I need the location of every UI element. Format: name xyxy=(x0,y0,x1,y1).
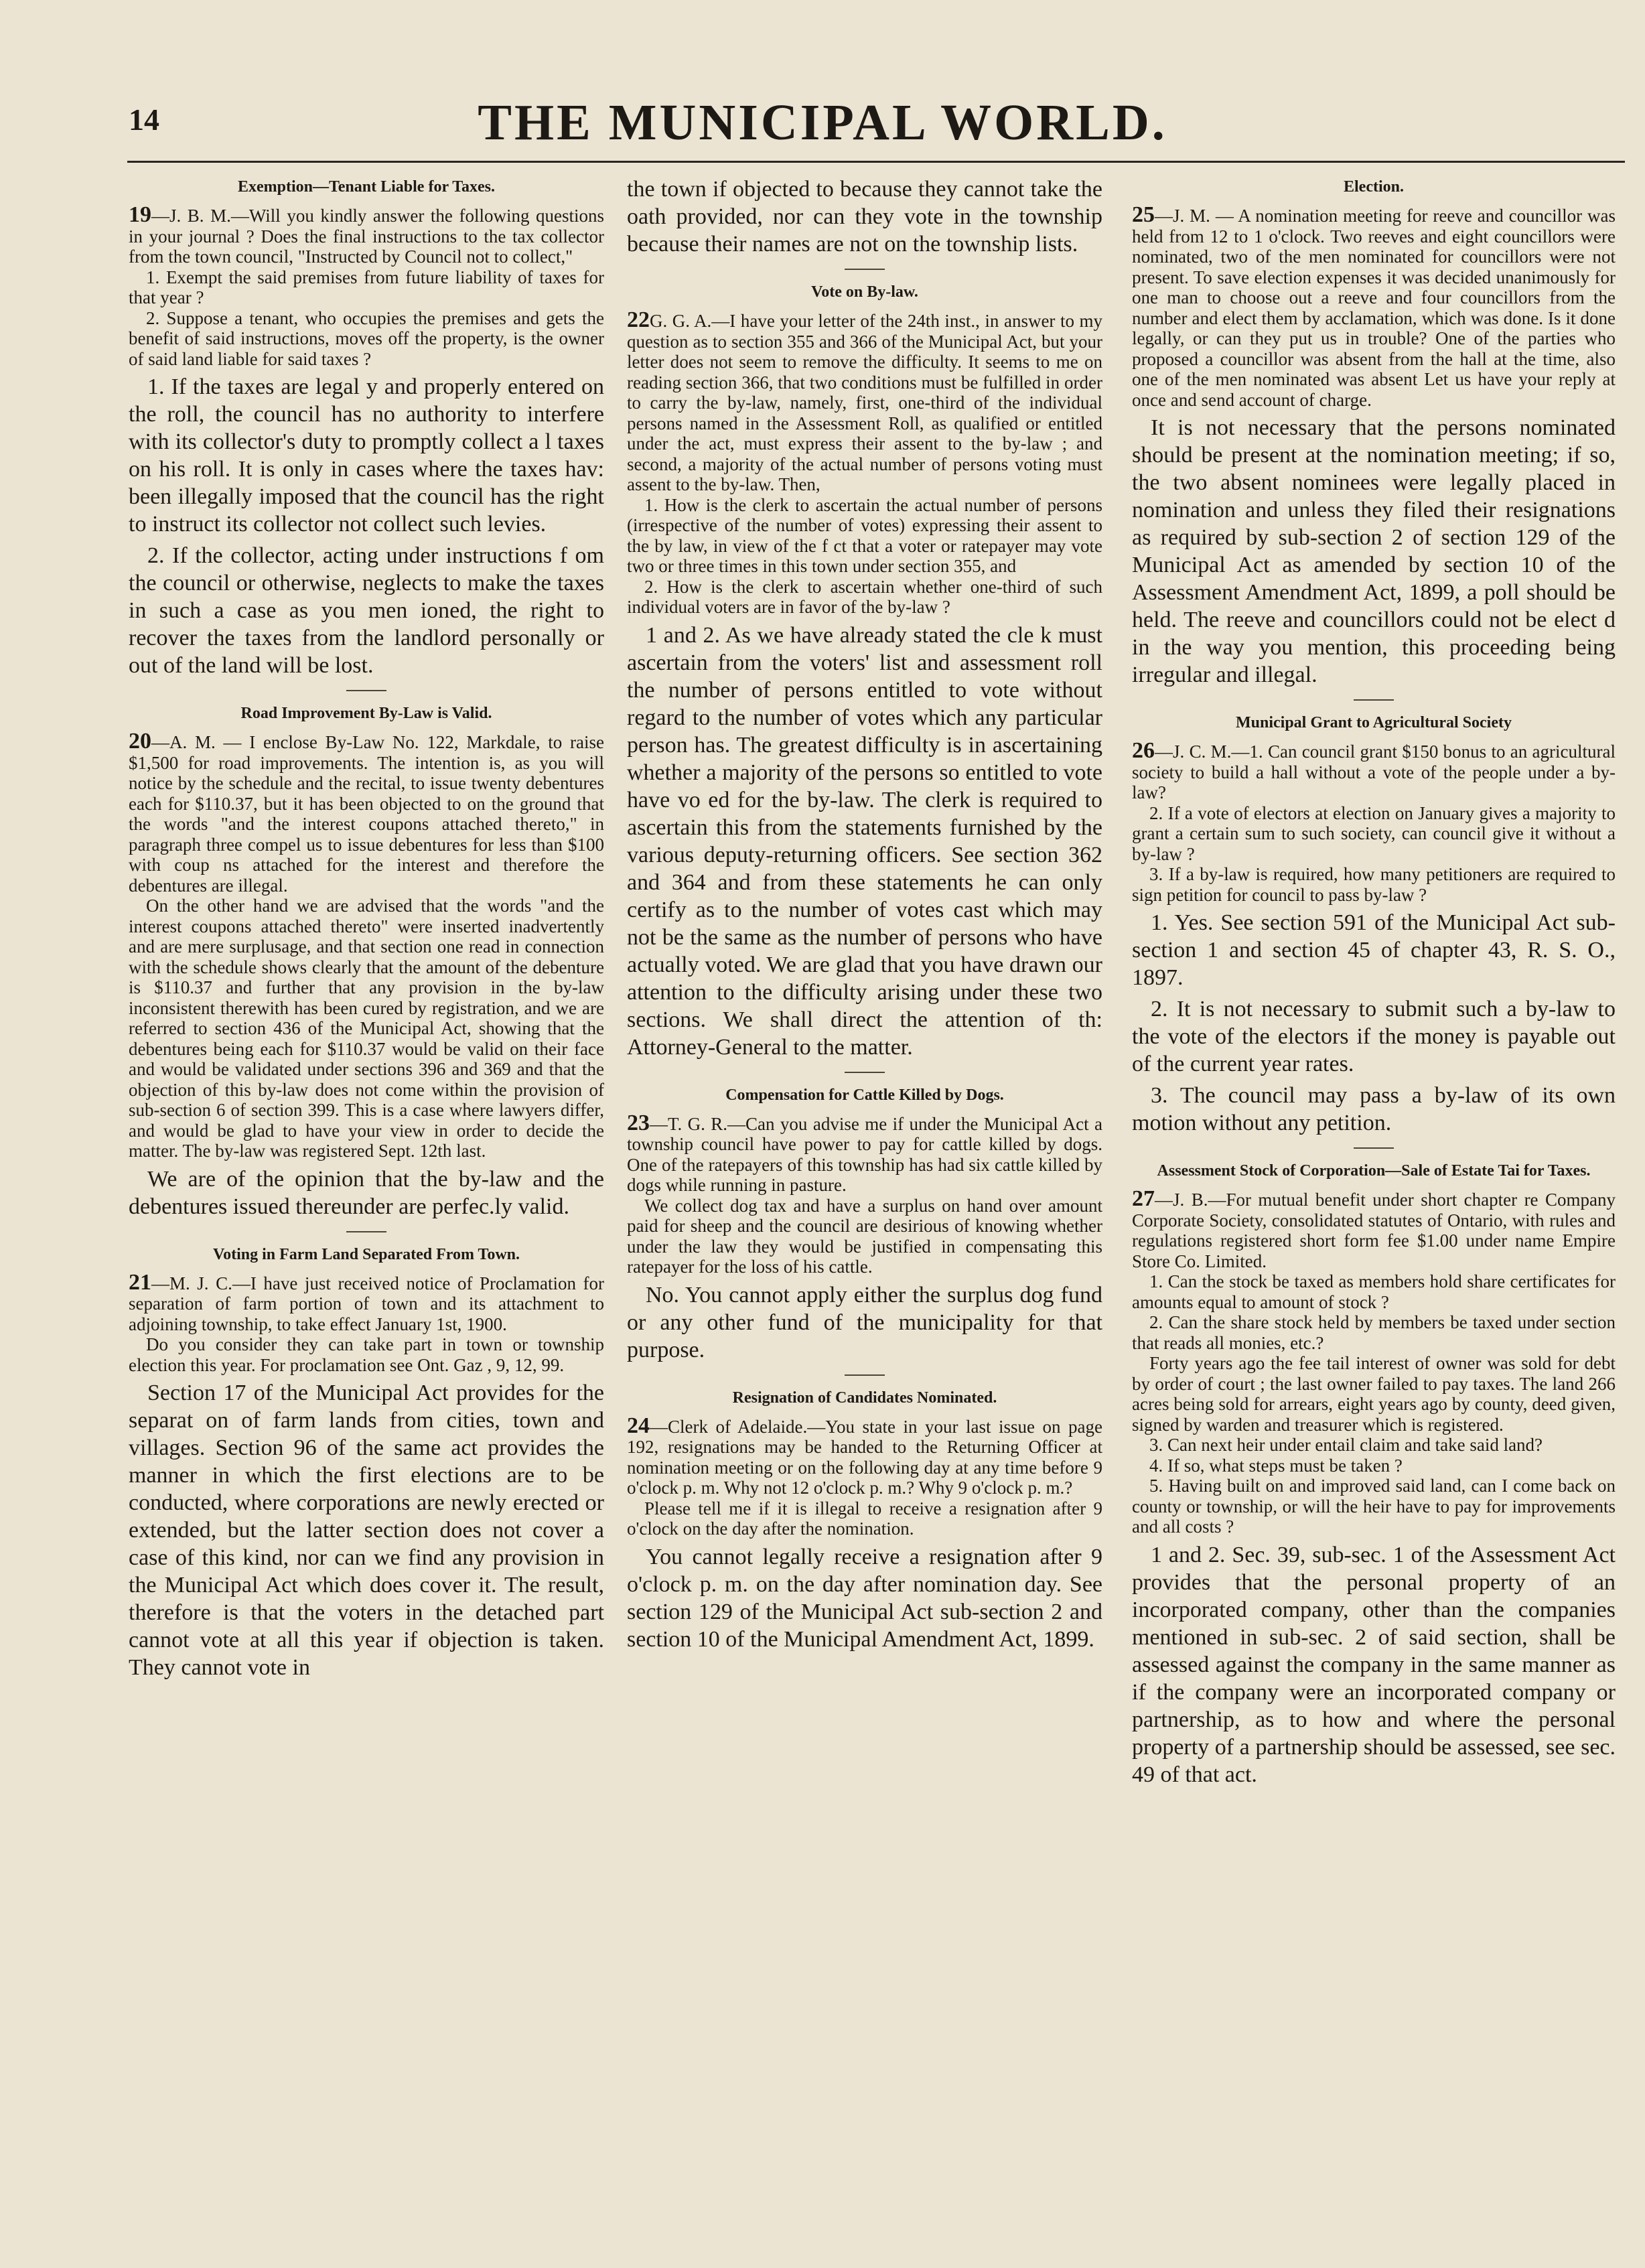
item-number: 25 xyxy=(1132,202,1155,227)
answer-text: 2. It is not necessary to submit such a by-law to the vote of the electors if the money is payable out of the current year rates. xyxy=(1132,997,1616,1076)
section-separator xyxy=(346,690,386,691)
question-body: 1. Exempt the said premises from future liability of taxes for that year ? xyxy=(129,267,604,307)
answer-text: 1. If the taxes are legal y and properly entered on the roll, the council has no authority to interfere with its collector's duty to promptly collect a l taxes on his roll. It is only in cases where the taxes hav: been illegally imposed that the council has the right to instruct its collector not collect such levies. xyxy=(129,374,604,537)
section-separator xyxy=(845,1072,885,1073)
qa-item xyxy=(627,1085,1102,1364)
question-body: 2. Can the share stock held by members be taxed under section that reads all monies, etc.? xyxy=(1132,1312,1616,1353)
item-heading: Resignation of Candidates Nominated. xyxy=(732,1389,997,1407)
question-text xyxy=(627,577,1102,618)
item-number: 19 xyxy=(129,202,151,227)
question-text xyxy=(1132,1312,1616,1353)
question-text xyxy=(1132,803,1616,865)
answer-text: 1. Yes. See section 591 of the Municipal Act sub-section 1 and section 45 of chapter 43, R. S. O., 1897. xyxy=(1132,910,1616,990)
question-text xyxy=(627,1110,1102,1196)
question-body: 3. Can next heir under entail claim and take said land? xyxy=(1149,1435,1543,1455)
qa-item xyxy=(627,175,1102,258)
item-number: 23 xyxy=(627,1110,650,1135)
masthead-title: THE MUNICIPAL WORLD. xyxy=(478,94,1167,151)
qa-item xyxy=(627,282,1102,1061)
question-body: —J. M. — A nomination meeting for reeve and councillor was held from 12 to 1 o'clock. Two reeves and eight councillors were nominated, two of the men nominated for councillors were not present. To save election expenses it was decided unanimously for one man to choose out a reeve and four councillors from the number and elect them by acclamation, which was done. Is it done legally, or can they put us in trouble? One of the parties who proposed a councillor was absent from the hall at the time, also one of the men nominated was absent Let us have your reply at once and send account of charge. xyxy=(1132,206,1616,410)
qa-item xyxy=(129,703,604,1220)
section-separator xyxy=(845,1374,885,1376)
question-text xyxy=(1132,202,1616,410)
question-text xyxy=(129,308,604,370)
question-text xyxy=(129,731,604,896)
question-text xyxy=(1132,1271,1616,1312)
answer-text: 1 and 2. As we have already stated the cle k must ascertain from the voters' list and assessment roll the number of persons entitled to vote without regard to the number of votes which any particular person has. The greatest difficulty is in ascertaining whether a majority of the persons so entitled to vote have vo ed for the by-law. The clerk is required to ascertain this from the statements furnished by the various deputy-returning officers. See section 362 and 364 and from these statements he can only certify as to the number of votes cast which may not be the same as the number of persons who have actually voted. We are glad that you have drawn our attention to the difficulty arising under these two sections. We shall direct the attention of th: Attorney-General to the matter. xyxy=(627,622,1102,1060)
qa-item xyxy=(1132,177,1616,689)
item-number: 21 xyxy=(129,1269,151,1295)
answer-text: 3. The council may pass a by-law of its own motion without any petition. xyxy=(1132,1083,1616,1135)
question-body: 2. How is the clerk to ascertain whether one-third of such individual voters are in favor of the by-law ? xyxy=(627,576,1102,617)
question-text xyxy=(627,495,1102,577)
question-text xyxy=(1132,1476,1616,1537)
question-body: G. G. A.—I have your letter of the 24th inst., in answer to my question as to section 355 and 366 of the Municipal Act, but your letter does not seem to remove the difficulty. It seems to me on reading section 366, that two conditions must be fulfilled in order to carry the by-law, namely, first, one-third of the individual persons named in the Assessment Roll, as qualified or entitled under the act, must express their assent to the by-law ; and second, a majority of the actual number of persons voting must assent to the by-law. Then, xyxy=(627,311,1102,494)
column-3 xyxy=(1132,171,1616,1795)
item-number: 27 xyxy=(1132,1186,1155,1211)
question-body: —T. G. R.—Can you advise me if under the Municipal Act a township council have power to pay for cattle killed by dogs. One of the ratepayers of this township has had six cattle killed by dogs while running in pasture. xyxy=(627,1113,1102,1195)
question-body: —A. M. — I enclose By-Law No. 122, Markdale, to raise $1,500 for road improvements. The intention is, as you will notice by the schedule and the recital, to issue twenty debentures each for $110.37, but it has been objected to on the ground that the words "and the interest coupons attached thereto," in paragraph three compel us to issue debentures for less than $100 with coup ns attached for the interest and therefore the debentures are illegal. xyxy=(129,732,604,896)
item-number: 26 xyxy=(1132,738,1155,763)
qa-item xyxy=(627,1388,1102,1653)
answer-text: the town if objected to because they cannot take the oath provided, nor can they vote in the township because their names are not on the township lists. xyxy=(627,177,1102,257)
question-text xyxy=(627,1413,1102,1498)
question-body: —J. B. M.—Will you kindly answer the following questions in your journal ? Does the final instructions to the tax collector from the town council, "Instructed by Council not to collect," xyxy=(129,206,604,267)
question-body: 2. Suppose a tenant, who occupies the premises and gets the benefit of said instructions, moves off the property, is the owner of said land liable for said taxes ? xyxy=(129,307,604,369)
question-text xyxy=(129,1334,604,1375)
question-body: 1. Can the stock be taxed as members hold share certificates for amounts equal to amount of stock ? xyxy=(1132,1271,1616,1312)
section-separator xyxy=(1354,699,1394,701)
question-body: 3. If a by-law is required, how many petitioners are required to sign petition for council to pass by-law ? xyxy=(1132,864,1616,905)
question-body: —Clerk of Adelaide.—You state in your last issue on page 192, resignations may be handed to the Returning Officer at nomination meeting or on the following day at any time before 9 o'clock p. m. Why not 12 o'clock p. m.? Why 9 o'clock p. m.? xyxy=(627,1416,1102,1498)
question-body: 1. How is the clerk to ascertain the actual number of persons (irrespective of the number of votes) expressing their assent to the by law, in view of the f ct that a voter or ratepayer may vote two or three times in this town under section 355, and xyxy=(627,494,1102,576)
answer-text: You cannot legally receive a resignation after 9 o'clock p. m. on the day after nomination day. See section 129 of the Municipal Act sub-section 2 and section 10 of the Municipal Amendment Act, 1899. xyxy=(627,1544,1102,1652)
question-text xyxy=(1132,864,1616,905)
question-body: —J. C. M.—1. Can council grant $150 bonus to an agricultural society to build a hall without a vote of the people under a by-law? xyxy=(1132,741,1616,802)
section-separator xyxy=(1354,1147,1394,1149)
answer-text: It is not necessary that the persons nominated should be present at the nomination meeting; if so, the two absent nominees were legally placed in nomination and unless they filed their resignations as required by sub-section 2 of section 129 of the Municipal Act as amended by section 10 of the Assessment Amendment Act, 1899, a poll should be held. The reeve and councillors could not be elect d in the way you mention, this proceeding being irregular and illegal. xyxy=(1132,415,1616,687)
question-text xyxy=(1132,1186,1616,1271)
item-number: 22 xyxy=(627,307,650,332)
question-body: —M. J. C.—I have just received notice of Proclamation for separation of farm portion of town and its attachment to adjoining township, to take effect January 1st, 1900. xyxy=(129,1273,604,1334)
question-text xyxy=(1132,1435,1616,1456)
qa-item xyxy=(1132,1161,1616,1788)
answer-text: 1 and 2. Sec. 39, sub-sec. 1 of the Assessment Act provides that the personal property of an incorporated company, other than the companies mentioned in sub-sec. 2 of said section, shall be assessed against the company in the same manner as if the company were an incorporated company or partnership, as to how and where the personal property of a partnership should be assessed, see sec. 49 of that act. xyxy=(1132,1542,1616,1787)
question-text xyxy=(1132,1456,1616,1476)
section-separator xyxy=(346,1231,386,1232)
item-number: 24 xyxy=(627,1413,650,1438)
question-text xyxy=(1132,1353,1616,1435)
question-body: 4. If so, what steps must be taken ? xyxy=(1149,1455,1403,1476)
header-rule xyxy=(127,161,1625,163)
question-text xyxy=(129,1269,604,1335)
item-heading: Assessment Stock of Corporation—Sale of Estate Tai for Taxes. xyxy=(1157,1162,1591,1180)
question-body: Please tell me if it is illegal to receive a resignation after 9 o'clock on the day after the nomination. xyxy=(627,1498,1102,1539)
question-body: 5. Having built on and improved said land, can I come back on county or township, or will the heir have to pay for improvements and all costs ? xyxy=(1132,1476,1616,1537)
answer-text: Section 17 of the Municipal Act provides for the separat on of farm lands from cities, town and villages. Section 96 of the same act provides the manner in which the first elections are to be conducted, where corporations are newly erected or extended, but the latter section does not cover a case of this kind, nor can we find any provision in the Municipal Act which does cover it. The result, therefore is that the voters in the detached part cannot vote at all this year if objection is taken. They cannot vote in xyxy=(129,1380,604,1680)
item-number: 20 xyxy=(129,729,151,754)
question-text xyxy=(627,1498,1102,1539)
question-body: —J. B.—For mutual benefit under short chapter re Company Corporate Society, consolidated statutes of Ontario, with rules and regulations registered short form fee $1.00 under name Empire Store Co. Limited. xyxy=(1132,1190,1616,1271)
question-text xyxy=(1132,738,1616,803)
item-heading: Exemption—Tenant Liable for Taxes. xyxy=(237,178,496,196)
qa-item xyxy=(129,1245,604,1682)
qa-item xyxy=(1132,713,1616,1137)
qa-item xyxy=(129,177,604,679)
question-body: On the other hand we are advised that the words "and the interest coupons attached thereto" were inserted inadvertently and are mere surplusage, and that section one read in connection with the schedule shows clearly that the amount of the debenture is $110.37 and further that any provision in the by-law inconsistent therewith has been cured by registration, and we are referred to section 436 of the Municipal Act, showing that the debentures being each for $110.37 would be valid on their face and would be validated under sections 396 and 369 and that the objection of this by-law does not come within the provision of sub-section 6 of section 399. This is a case where lawyers differ, and would be glad to have your view in order to decide the matter. The by-law was registered Sept. 12th last. xyxy=(129,896,604,1161)
item-heading: Municipal Grant to Agricultural Society xyxy=(1236,714,1512,731)
question-text xyxy=(627,1196,1102,1277)
page-number: 14 xyxy=(129,102,159,137)
question-text xyxy=(129,896,604,1161)
question-text xyxy=(129,202,604,267)
question-body: Do you consider they can take part in town or township election this year. For proclamation see Ont. Gaz , 9, 12, 99. xyxy=(129,1334,604,1375)
item-heading: Compensation for Cattle Killed by Dogs. xyxy=(725,1086,1004,1104)
question-text xyxy=(129,267,604,308)
question-body: Forty years ago the fee tail interest of owner was sold for debt by order of court ; the last owner failed to pay taxes. The land 266 acres being sold for arrears, eight years ago by county, deed given, signed by warden and treasurer which is registered. xyxy=(1132,1353,1616,1435)
answer-text: 2. If the collector, acting under instructions f om the council or otherwise, neglects to make the taxes in such a case as you men ioned, the right to recover the taxes from the landlord personally or out of the land will be lost. xyxy=(129,543,604,678)
question-text xyxy=(627,307,1102,495)
item-heading: Vote on By-law. xyxy=(811,283,918,301)
column-1 xyxy=(129,171,604,1688)
question-body: 2. If a vote of electors at election on January gives a majority to grant a certain sum to such society, can council give it without a by-law ? xyxy=(1132,802,1616,864)
section-separator xyxy=(845,269,885,270)
question-body: We collect dog tax and have a surplus on hand over amount paid for sheep and the council are desirious of knowing whether under the law they would be justified in compensating this ratepayer for the loss of his cattle. xyxy=(627,1195,1102,1277)
column-2 xyxy=(627,171,1102,1660)
answer-text: No. You cannot apply either the surplus dog fund or any other fund of the municipality for that purpose. xyxy=(627,1282,1102,1362)
item-heading: Voting in Farm Land Separated From Town. xyxy=(212,1245,520,1263)
answer-text: We are of the opinion that the by-law and the debentures issued thereunder are perfec.ly valid. xyxy=(129,1166,604,1219)
item-heading: Election. xyxy=(1344,178,1404,196)
item-heading: Road Improvement By-Law is Valid. xyxy=(240,705,492,722)
